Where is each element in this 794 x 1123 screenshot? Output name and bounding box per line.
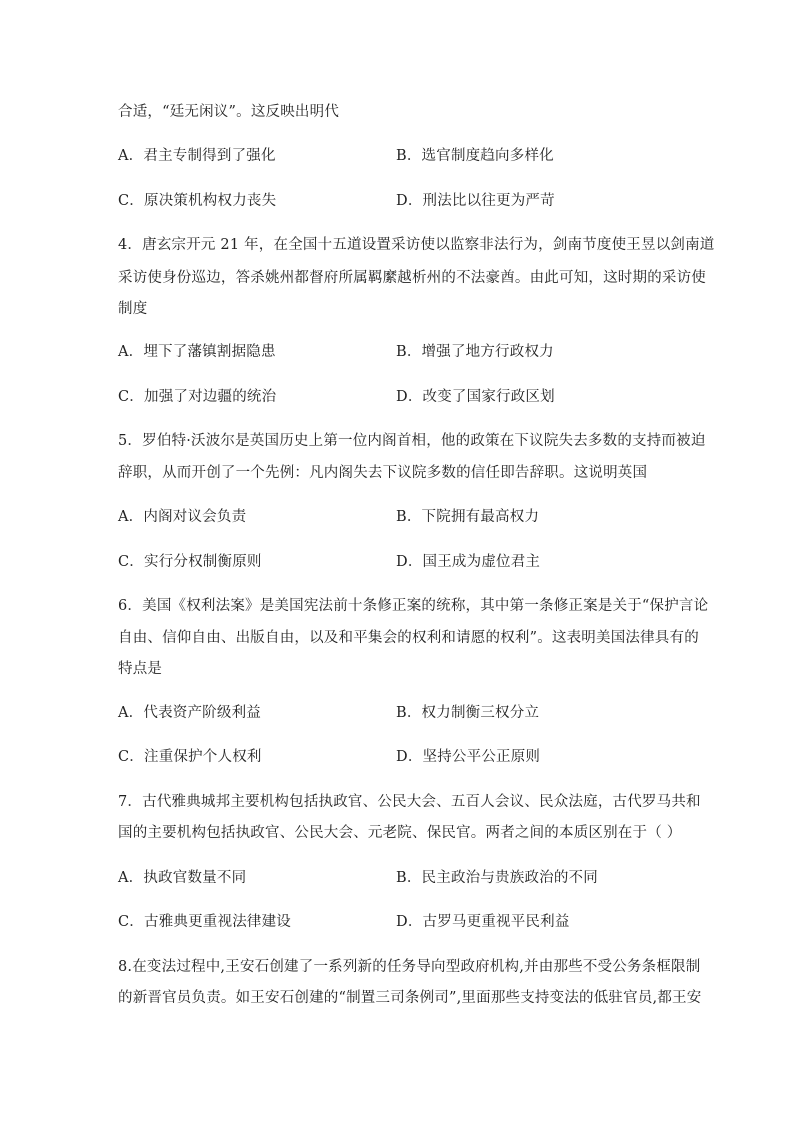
question-3-option-c: C．原决策机构权力丧失: [118, 193, 277, 209]
question-4-option-a: A．埋下了藩镇割据隐患: [118, 344, 276, 360]
question-5-option-b: B．下院拥有最高权力: [396, 509, 540, 525]
question-6-stem-line-2: 自由、信仰自由、出版自由，以及和平集会的权利和请愿的权利”。这表明美国法律具有的: [118, 630, 699, 646]
question-4-option-b: B．增强了地方行政权力: [396, 344, 554, 360]
question-6-stem-line-3: 特点是: [118, 661, 163, 677]
question-5-stem-line-2: 辞职，从而开创了一个先例：凡内阁失去下议院多数的信任即告辞职。这说明英国: [118, 465, 648, 481]
question-7-option-d: D．古罗马更重视平民利益: [396, 914, 570, 930]
question-6-option-a: A．代表资产阶级利益: [118, 705, 261, 721]
question-5-option-d: D．国王成为虚位君主: [396, 554, 541, 570]
question-3-option-d: D．刑法比以往更为严苛: [396, 193, 555, 209]
question-7-stem-line-2: 国的主要机构包括执政官、公民大会、元老院、保民官。两者之间的本质区别在于（ ）: [118, 825, 682, 841]
question-4-option-c: C．加强了对边疆的统治: [118, 389, 277, 405]
question-3-option-b: B．选官制度趋向多样化: [396, 148, 554, 164]
question-6-option-d: D．坚持公平公正原则: [396, 749, 541, 765]
question-8-stem-line-1: 8.在变法过程中,王安石创建了一系列新的任务导向型政府机构,并由那些不受公务条框限制: [118, 959, 701, 975]
question-7-stem-line-1: 7．古代雅典城邦主要机构包括执政官、公民大会、五百人会议、民众法庭，古代罗马共和: [118, 794, 701, 810]
question-4-option-d: D．改变了国家行政区划: [396, 389, 555, 405]
question-8-stem-line-2: 的新晋官员负责。如王安石创建的“制置三司条例司”,里面那些支持变法的低驻官员,都王安: [118, 990, 702, 1006]
question-3-stem-line: 合适，“廷无闲议”。这反映出明代: [118, 104, 340, 120]
question-6-option-c: C．注重保护个人权利: [118, 749, 262, 765]
question-7-option-a: A．执政官数量不同: [118, 870, 247, 886]
question-5-option-a: A．内阁对议会负责: [118, 509, 247, 525]
question-7-option-b: B．民主政治与贵族政治的不同: [396, 870, 598, 886]
question-6-option-b: B．权力制衡三权分立: [396, 705, 540, 721]
question-4-stem-line-3: 制度: [118, 301, 148, 317]
question-4-stem-line-2: 采访使身份巡边，答杀姚州都督府所属羁縻越析州的不法豪酋。由此可知，这时期的采访使: [118, 270, 706, 286]
question-5-option-c: C．实行分权制衡原则: [118, 554, 262, 570]
question-4-stem-line-1: 4．唐玄宗开元 21 年，在全国十五道设置采访使以监察非法行为，剑南节度使王昱以剑南道: [118, 237, 715, 253]
question-3-option-a: A．君主专制得到了强化: [118, 148, 276, 164]
question-7-option-c: C．古雅典更重视法律建设: [118, 914, 291, 930]
question-6-stem-line-1: 6．美国《权利法案》是美国宪法前十条修正案的统称，其中第一条修正案是关于“保护言论: [118, 598, 709, 614]
question-5-stem-line-1: 5．罗伯特·沃波尔是英国历史上第一位内阁首相，他的政策在下议院失去多数的支持而被迫: [118, 433, 706, 449]
